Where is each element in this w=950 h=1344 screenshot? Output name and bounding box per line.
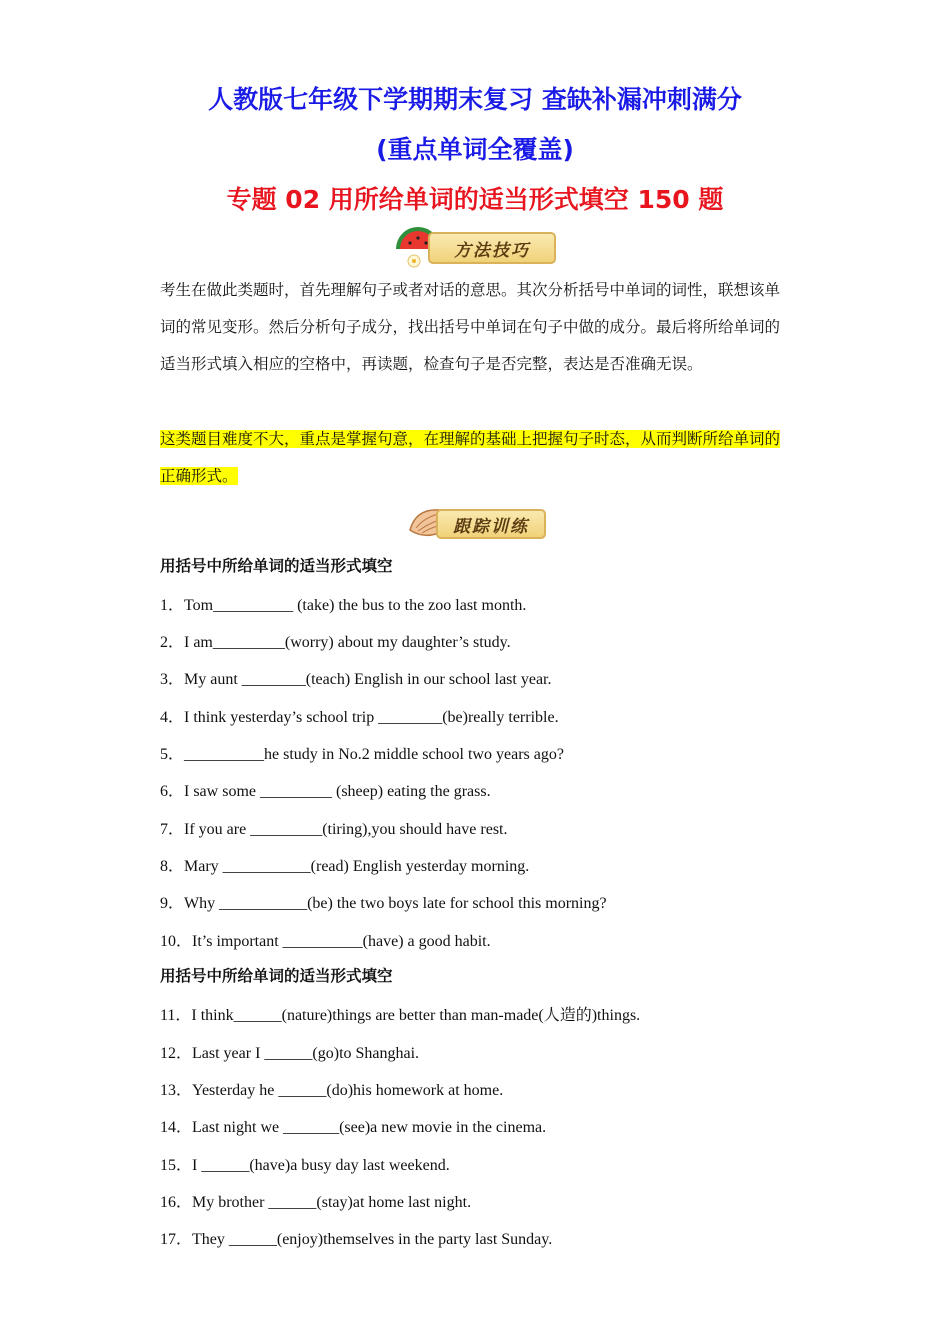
highlight-text: 这类题目难度不大，重点是掌握句意，在理解的基础上把握句子时态，从而判断所给单词的正确形式。 <box>160 430 781 485</box>
doc-title: 人教版七年级下学期期末复习 查缺补漏冲刺满分 <box>208 85 742 114</box>
question-item: 16．My brother ______(stay)at home last night. <box>160 1194 472 1211</box>
question-item: 14．Last night we _______(see)a new movie in the cinema. <box>160 1119 547 1136</box>
question-item: 4．I think yesterday’s school trip ________(be)really terrible. <box>160 709 559 726</box>
question-item: 15．I ______(have)a busy day last weekend. <box>160 1157 450 1174</box>
question-item: 5．__________he study in No.2 middle school two years ago? <box>160 746 564 763</box>
question-item: 17．They ______(enjoy)themselves in the party last Sunday. <box>160 1231 553 1248</box>
question-item: 13．Yesterday he ______(do)his homework at home. <box>160 1082 504 1099</box>
highlight-paragraph <box>160 421 780 495</box>
question-item: 8．Mary ___________(read) English yesterday morning. <box>160 858 530 875</box>
question-item: 11．I think______(nature)things are better than man-made(人造的)things. <box>160 1007 641 1024</box>
method-banner-label: 方法技巧 <box>428 232 556 264</box>
method-paragraph: 考生在做此类题时，首先理解句子或者对话的意思。其次分析括号中单词的词性，联想该单词的常见变形。然后分析句子成分，找出括号中单词在句子中做的成分。最后将所给单词的适当形式填入相应的空格中，再读题，检查句子是否完整，表达是否准确无误。 <box>160 281 781 373</box>
question-item: 12．Last year I ______(go)to Shanghai. <box>160 1045 420 1062</box>
question-item: 10．It’s important __________(have) a good habit. <box>160 933 491 950</box>
question-item: 7．If you are _________(tiring),you should have rest. <box>160 821 508 838</box>
section-heading: 用括号中所给单词的适当形式填空 <box>160 557 393 575</box>
topic-title: 专题 02 用所给单词的适当形式填空 150 题 <box>226 185 724 214</box>
training-banner <box>406 500 546 544</box>
section-heading: 用括号中所给单词的适当形式填空 <box>160 967 393 985</box>
doc-subtitle: (重点单词全覆盖) <box>376 135 574 164</box>
training-banner-label: 跟踪训练 <box>436 509 546 539</box>
question-item: 2．I am_________(worry) about my daughter’s study. <box>160 634 511 651</box>
question-item: 6．I saw some _________ (sheep) eating the grass. <box>160 783 491 800</box>
question-item: 3．My aunt ________(teach) English in our school last year. <box>160 671 552 688</box>
question-item: 1．Tom__________ (take) the bus to the zoo last month. <box>160 597 527 614</box>
question-item: 9．Why ___________(be) the two boys late for school this morning? <box>160 895 607 912</box>
method-banner <box>392 223 558 269</box>
